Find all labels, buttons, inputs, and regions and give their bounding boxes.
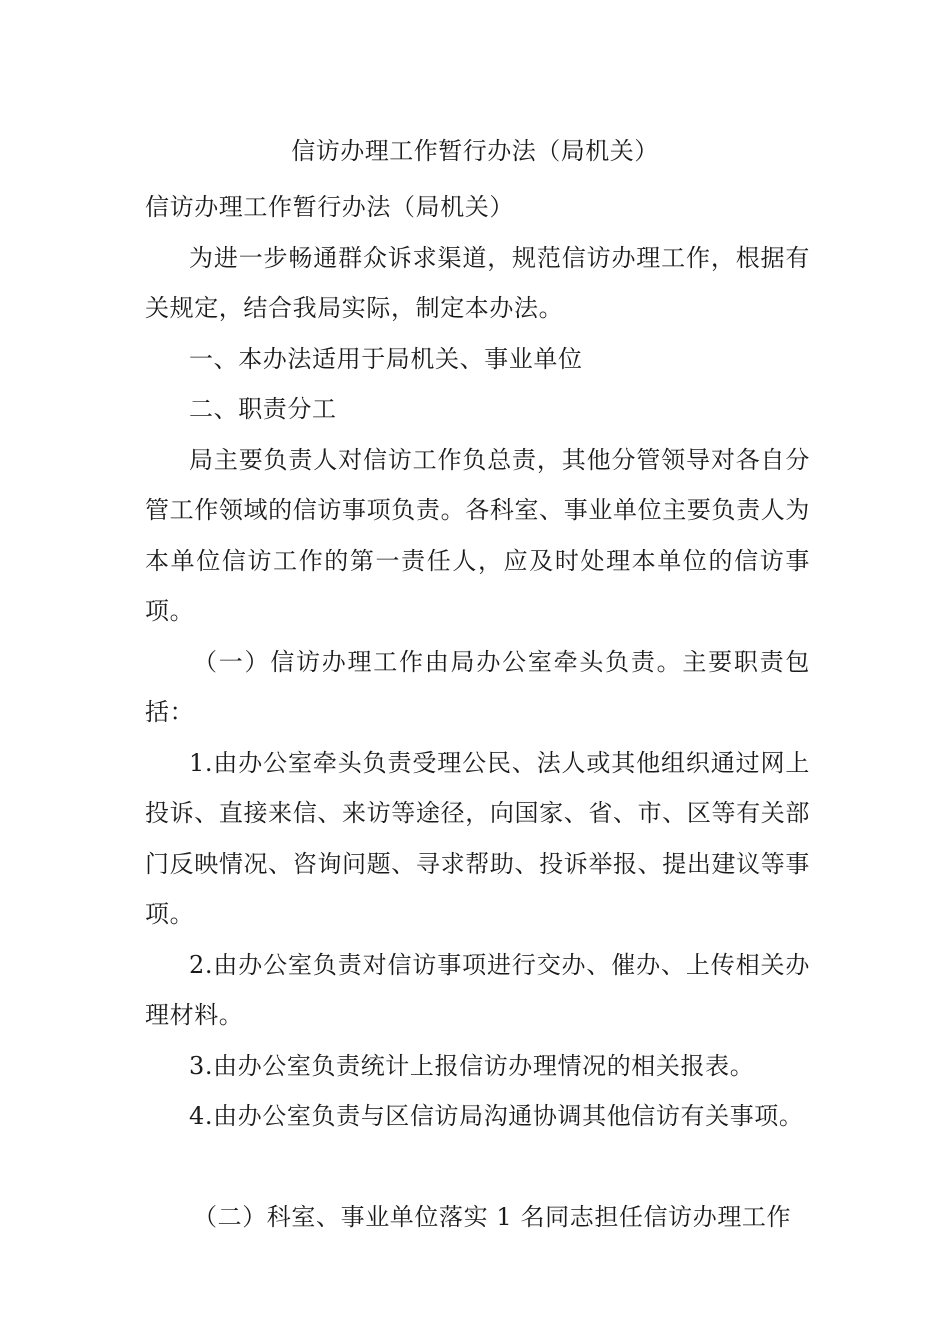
paragraph-item-2: 2.由办公室负责对信访事项进行交办、催办、上传相关办理材料。 xyxy=(145,950,810,1029)
paragraph-responsibility: 局主要负责人对信访工作负总责，其他分管领导对各自分管工作领域的信访事项负责。各科室、事业单位主要负责人为本单位信访工作的第一责任人，应及时处理本单位的信访事项。 xyxy=(145,445,810,625)
paragraph-gap xyxy=(145,1142,810,1192)
paragraph-item-4: 4.由办公室负责与区信访局沟通协调其他信访有关事项。 xyxy=(189,1102,804,1130)
paragraph-duties-heading: 二、职责分工 xyxy=(189,395,337,423)
paragraph-section-one: （一）信访办理工作由局办公室牵头负责。主要职责包括： xyxy=(145,647,810,726)
paragraph-item-1: 1.由办公室牵头负责受理公民、法人或其他组织通过网上投诉、直接来信、来访等途径，向国家、省、市、区等有关部门反映情况、咨询问题、寻求帮助、投诉举报、提出建议等事项。 xyxy=(145,748,810,928)
paragraph-item-3: 3.由办公室负责统计上报信访办理情况的相关报表。 xyxy=(189,1051,755,1080)
paragraph-section-two: （二）科室、事业单位落实 1 名同志担任信访办理工作 xyxy=(193,1202,792,1231)
document-title: 信访办理工作暂行办法（局机关） xyxy=(291,137,659,165)
document-subtitle: 信访办理工作暂行办法（局机关） xyxy=(145,193,514,221)
document-body xyxy=(145,182,810,1242)
paragraph-intro: 为进一步畅通群众诉求渠道，规范信访办理工作，根据有关规定，结合我局实际，制定本办法。 xyxy=(145,243,810,322)
paragraph-scope: 一、本办法适用于局机关、事业单位 xyxy=(189,344,583,373)
